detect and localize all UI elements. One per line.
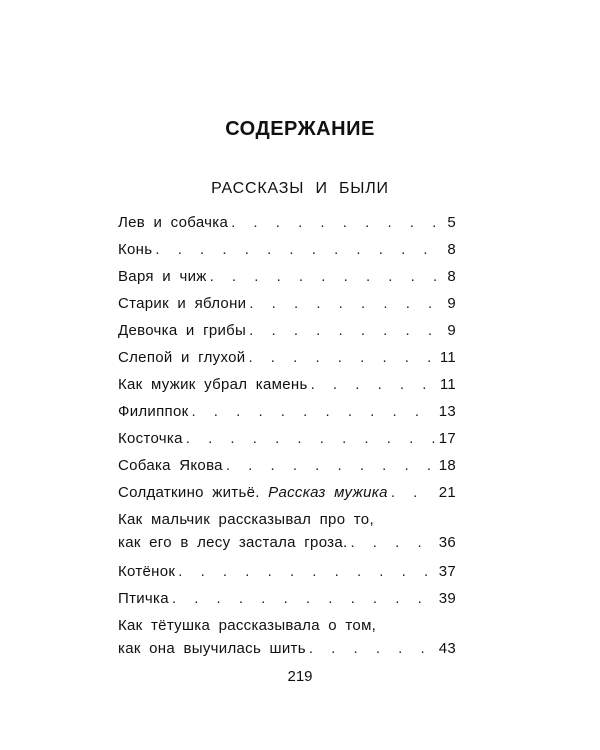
- toc-entry-kak-tetushka-rasskazyvala[interactable]: [118, 615, 456, 657]
- toc-entry-kotenok[interactable]: [118, 553, 456, 580]
- dot-leader: [309, 640, 436, 657]
- toc-entry-slepoy-i-gluhoy[interactable]: [118, 339, 456, 366]
- toc-entry-title-line2: как его в лесу застала гроза.: [118, 534, 348, 551]
- toc-entry-devochka-i-griby[interactable]: [118, 312, 456, 339]
- toc-entry-title: Как мужик убрал камень: [118, 376, 308, 393]
- toc-entry-page: 17: [438, 430, 456, 447]
- toc-entry-page: 39: [438, 590, 456, 607]
- toc-entry-title: Собака Якова: [118, 457, 223, 474]
- toc-entry-kak-malchik-rasskazyval[interactable]: [118, 509, 456, 551]
- dot-leader: [172, 590, 436, 607]
- toc-entry-starik-i-yabloni[interactable]: [118, 285, 456, 312]
- toc-entry-title-main: Солдаткино житьё.: [118, 484, 260, 501]
- toc-entry-title: Слепой и глухой: [118, 349, 246, 366]
- toc-entry-page: 11: [439, 376, 456, 393]
- toc-entry-varya-i-chizh[interactable]: [118, 258, 456, 285]
- toc-entry-title: Птичка: [118, 590, 169, 607]
- toc-entry-ptichka[interactable]: [118, 580, 456, 607]
- toc-entry-kostochka[interactable]: [118, 420, 456, 447]
- toc-entry-page: 13: [438, 403, 456, 420]
- dot-leader: [248, 349, 436, 366]
- dot-leader: [350, 534, 435, 551]
- toc-entry-title: Старик и яблони: [118, 295, 247, 312]
- dot-leader: [311, 376, 437, 393]
- toc-entry-page: 9: [447, 295, 456, 312]
- toc-entry-title: Варя и чиж: [118, 268, 207, 285]
- table-of-contents: [118, 204, 456, 657]
- toc-entry-page: 18: [438, 457, 456, 474]
- toc-entry-page: 37: [438, 563, 456, 580]
- toc-entry-title: Косточка: [118, 430, 183, 447]
- toc-entry-lev-i-sobachka[interactable]: [118, 204, 456, 231]
- toc-entry-title: Конь: [118, 241, 153, 258]
- dot-leader: [391, 484, 436, 501]
- toc-entry-page: 21: [438, 484, 456, 501]
- toc-entry-kak-muzhik-ubral-kamen[interactable]: [118, 366, 456, 393]
- toc-entry-title: Девочка и грибы: [118, 322, 247, 339]
- toc-entry-page: 9: [447, 322, 456, 339]
- toc-entry-page: 8: [447, 241, 456, 258]
- dot-leader: [155, 241, 444, 258]
- dot-leader: [249, 322, 444, 339]
- toc-entry-title: [118, 484, 388, 501]
- dot-leader: [226, 457, 436, 474]
- toc-entry-subtitle: Рассказ мужика: [268, 484, 388, 501]
- toc-entry-soldatkino-zhitye[interactable]: [118, 474, 456, 501]
- toc-entry-title-line1: Как тётушка рассказывала о том,: [118, 617, 377, 634]
- toc-entry-title: Котёнок: [118, 563, 176, 580]
- toc-entry-kon[interactable]: [118, 231, 456, 258]
- toc-entry-page: 36: [438, 534, 456, 551]
- dot-leader: [191, 403, 435, 420]
- page-title: СОДЕРЖАНИЕ: [225, 118, 375, 140]
- toc-entry-title-line1: Как мальчик рассказывал про то,: [118, 511, 374, 528]
- section-heading: РАССКАЗЫ И БЫЛИ: [211, 180, 389, 197]
- toc-entry-filippok[interactable]: [118, 393, 456, 420]
- toc-entry-page: 5: [447, 214, 456, 231]
- toc-entry-title-line2: как она выучилась шить: [118, 640, 306, 657]
- dot-leader: [231, 214, 444, 231]
- toc-entry-page: 8: [447, 268, 456, 285]
- toc-entry-page: 11: [439, 349, 456, 366]
- dot-leader: [210, 268, 445, 285]
- toc-entry-sobaka-yakova[interactable]: [118, 447, 456, 474]
- toc-entry-title: Лев и собачка: [118, 214, 229, 231]
- dot-leader: [186, 430, 436, 447]
- page-number: 219: [287, 668, 313, 685]
- dot-leader: [178, 563, 435, 580]
- toc-entry-page: 43: [438, 640, 456, 657]
- toc-entry-title: Филиппок: [118, 403, 189, 420]
- dot-leader: [249, 295, 444, 312]
